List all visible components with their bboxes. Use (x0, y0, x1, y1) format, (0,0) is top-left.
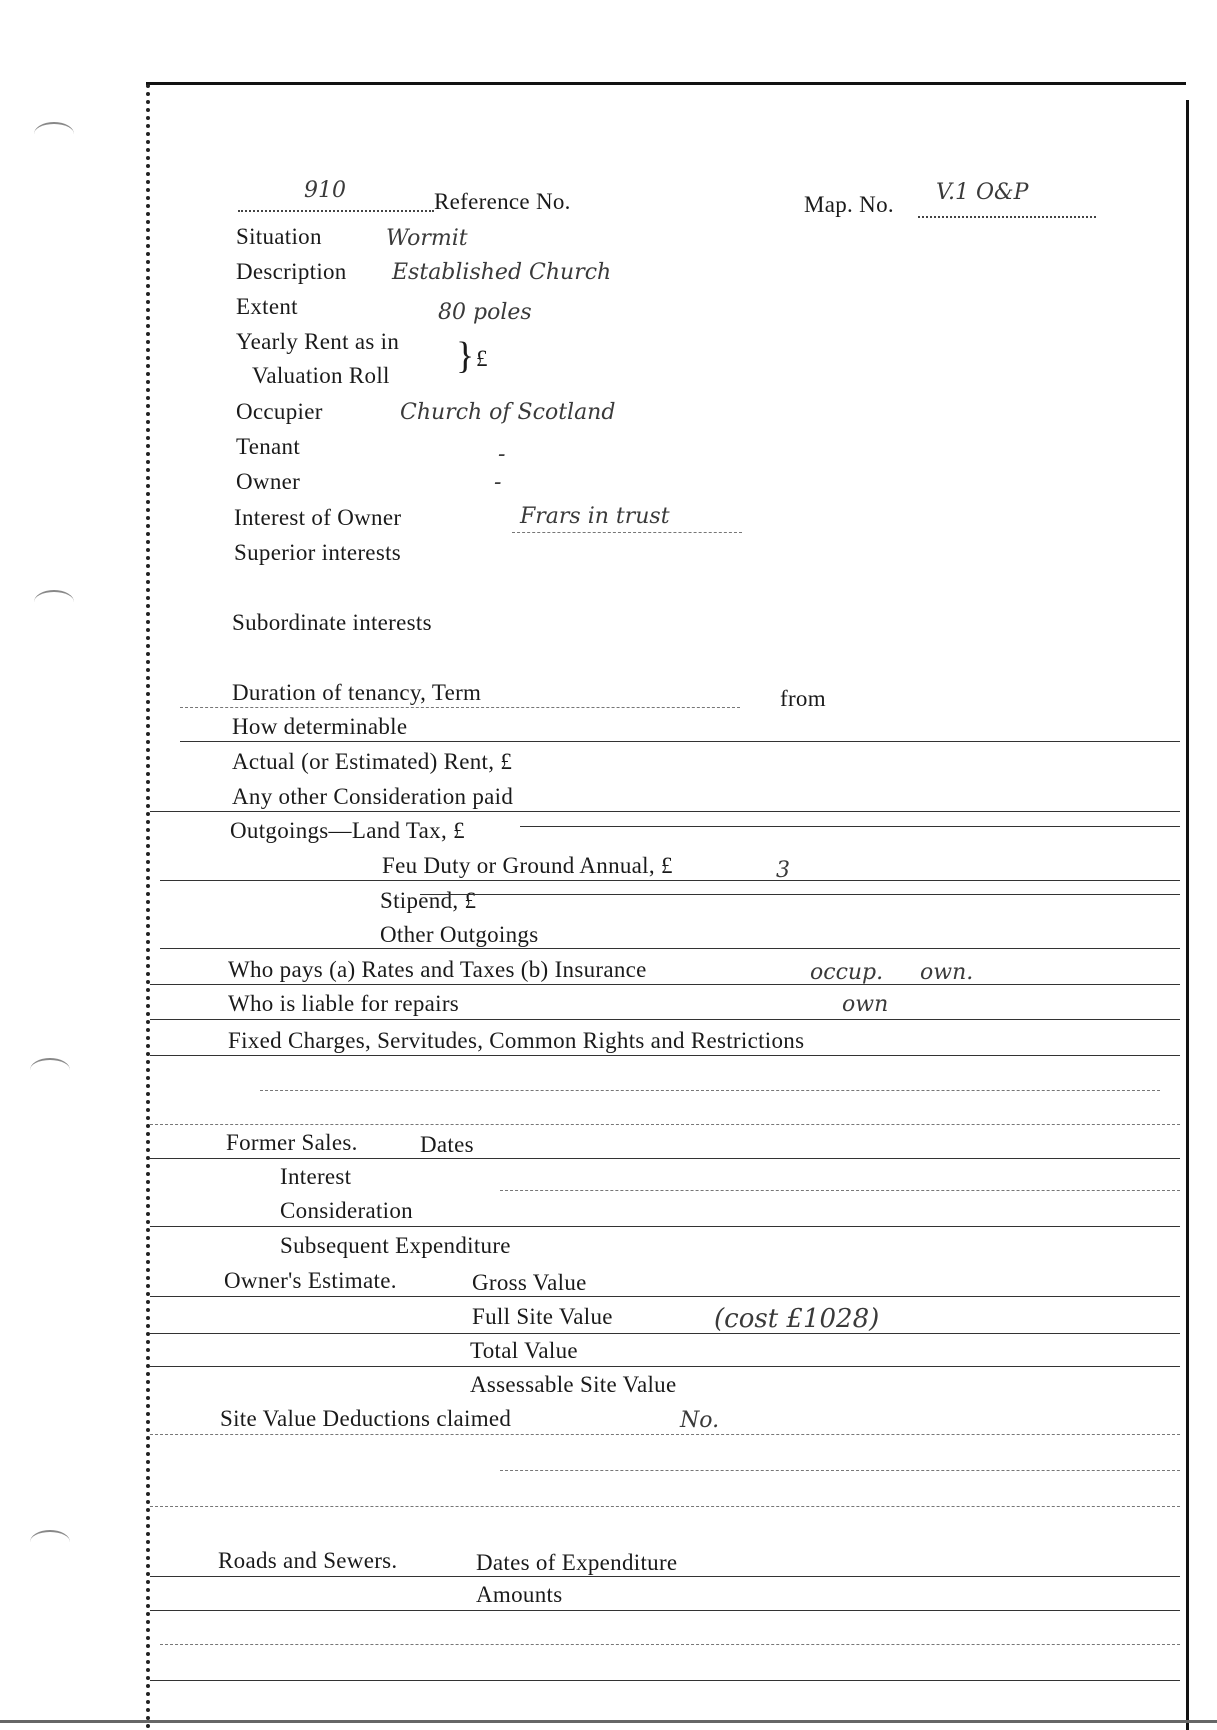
former-sales-consideration-label: Consideration (280, 1198, 413, 1223)
description-label: Description (236, 259, 347, 284)
yearly-rent-label: Yearly Rent as in (236, 329, 400, 354)
subordinate-interests-label: Subordinate interests (232, 610, 432, 635)
duration-label: Duration of tenancy, Term (232, 680, 482, 705)
extent-value: 80 poles (438, 300, 532, 325)
who-pays-line (150, 984, 1180, 985)
who-pays-insurance-value: own. (920, 960, 974, 985)
reference-no-value: 910 (304, 178, 346, 203)
former-sales-dates-line (150, 1158, 1180, 1159)
roads-and-sewers-label: Roads and Sewers. (218, 1548, 398, 1573)
occupier-value: Church of Scotland (400, 400, 616, 425)
full-site-value-label: Full Site Value (472, 1304, 613, 1329)
superior-interests-label: Superior interests (234, 540, 402, 565)
interest-of-owner-label: Interest of Owner (234, 505, 402, 530)
outgoings-land-tax-label: Outgoings—Land Tax, £ (230, 818, 465, 843)
who-liable-label: Who is liable for repairs (228, 991, 460, 1016)
tenant-mark: - (498, 442, 506, 467)
situation-label: Situation (236, 224, 322, 249)
assessable-site-value-label: Assessable Site Value (470, 1372, 677, 1397)
tenant-label: Tenant (236, 434, 301, 459)
who-pays-rates-value: occup. (810, 960, 884, 985)
other-outgoings-label: Other Outgoings (380, 922, 539, 947)
amounts-line (150, 1610, 1180, 1611)
fixed-charges-extra-line-2 (150, 1124, 1180, 1125)
site-value-deductions-label: Site Value Deductions claimed (220, 1406, 512, 1431)
site-value-deductions-value: No. (680, 1408, 720, 1433)
consideration-line (150, 1226, 1180, 1227)
feu-duty-value: 3 (776, 858, 790, 883)
full-site-value-note: (cost £1028) (714, 1304, 880, 1334)
duration-from-label: from (780, 686, 826, 711)
who-liable-line (150, 1019, 1180, 1020)
feu-duty-line (160, 880, 1180, 881)
occupier-label: Occupier (236, 399, 323, 424)
description-value: Established Church (392, 260, 612, 285)
reference-no-label: Reference No. (434, 189, 571, 214)
situation-value: Wormit (386, 226, 468, 251)
deductions-extra-line (500, 1470, 1180, 1471)
fixed-charges-label: Fixed Charges, Servitudes, Common Rights and Restrictions (228, 1028, 805, 1053)
amounts-extra-line (160, 1644, 1180, 1645)
owner-mark: - (494, 470, 502, 495)
feu-duty-label: Feu Duty or Ground Annual, £ (382, 853, 673, 878)
valuation-roll-label: Valuation Roll (252, 363, 390, 388)
punch-hole-decoration (30, 1530, 70, 1554)
former-sales-dates-label: Dates (420, 1132, 474, 1157)
amounts-label: Amounts (476, 1582, 563, 1607)
interest-of-owner-dots (512, 532, 742, 533)
punch-hole-decoration (30, 1058, 70, 1082)
other-outgoings-line (160, 948, 1180, 949)
land-tax-line (520, 826, 1180, 827)
subsequent-expenditure-label: Subsequent Expenditure (280, 1233, 511, 1258)
punch-hole-decoration (34, 590, 74, 614)
stipend-label: Stipend, £ (380, 888, 477, 913)
how-determinable-label: How determinable (232, 714, 408, 739)
amounts-extra-line-2 (150, 1680, 1180, 1681)
interest-of-owner-value: Frars in trust (520, 504, 670, 529)
yearly-rent-pound: £ (476, 346, 488, 371)
who-liable-value: own (842, 992, 889, 1017)
total-value-line (150, 1366, 1180, 1367)
other-consideration-label: Any other Consideration paid (232, 784, 514, 809)
total-value-label: Total Value (470, 1338, 578, 1363)
map-no-value: V.1 O&P (936, 180, 1029, 205)
interest-line (500, 1190, 1180, 1191)
sheet-top-border (146, 82, 1186, 85)
map-no-dots (918, 216, 1096, 218)
owner-label: Owner (236, 469, 301, 494)
actual-rent-label: Actual (or Estimated) Rent, £ (232, 749, 513, 774)
sheet-bottom-border (0, 1720, 1217, 1723)
map-no-label: Map. No. (804, 192, 894, 217)
sheet-left-border (146, 84, 150, 1730)
fixed-charges-extra-line (260, 1090, 1160, 1091)
deductions-extra-line-2 (150, 1506, 1180, 1507)
punch-hole-decoration (34, 122, 74, 146)
who-pays-label: Who pays (a) Rates and Taxes (b) Insurance (228, 957, 647, 982)
deductions-line (150, 1434, 1180, 1435)
full-site-value-line (150, 1333, 1180, 1334)
dates-of-expenditure-line (150, 1576, 1180, 1577)
gross-value-line (150, 1296, 1180, 1297)
how-determinable-line (180, 741, 1180, 742)
former-sales-label: Former Sales. (226, 1130, 358, 1155)
owners-estimate-label: Owner's Estimate. (224, 1268, 397, 1293)
former-sales-interest-label: Interest (280, 1164, 352, 1189)
sheet-right-border (1186, 100, 1189, 1730)
gross-value-label: Gross Value (472, 1270, 587, 1295)
other-consideration-line (150, 811, 1180, 812)
extent-label: Extent (236, 294, 298, 319)
reference-no-dots (238, 210, 434, 212)
stipend-line (420, 894, 1180, 895)
yearly-rent-brace: } (456, 335, 475, 377)
dates-of-expenditure-label: Dates of Expenditure (476, 1550, 678, 1575)
fixed-charges-line (150, 1055, 1180, 1056)
duration-line (180, 707, 740, 708)
